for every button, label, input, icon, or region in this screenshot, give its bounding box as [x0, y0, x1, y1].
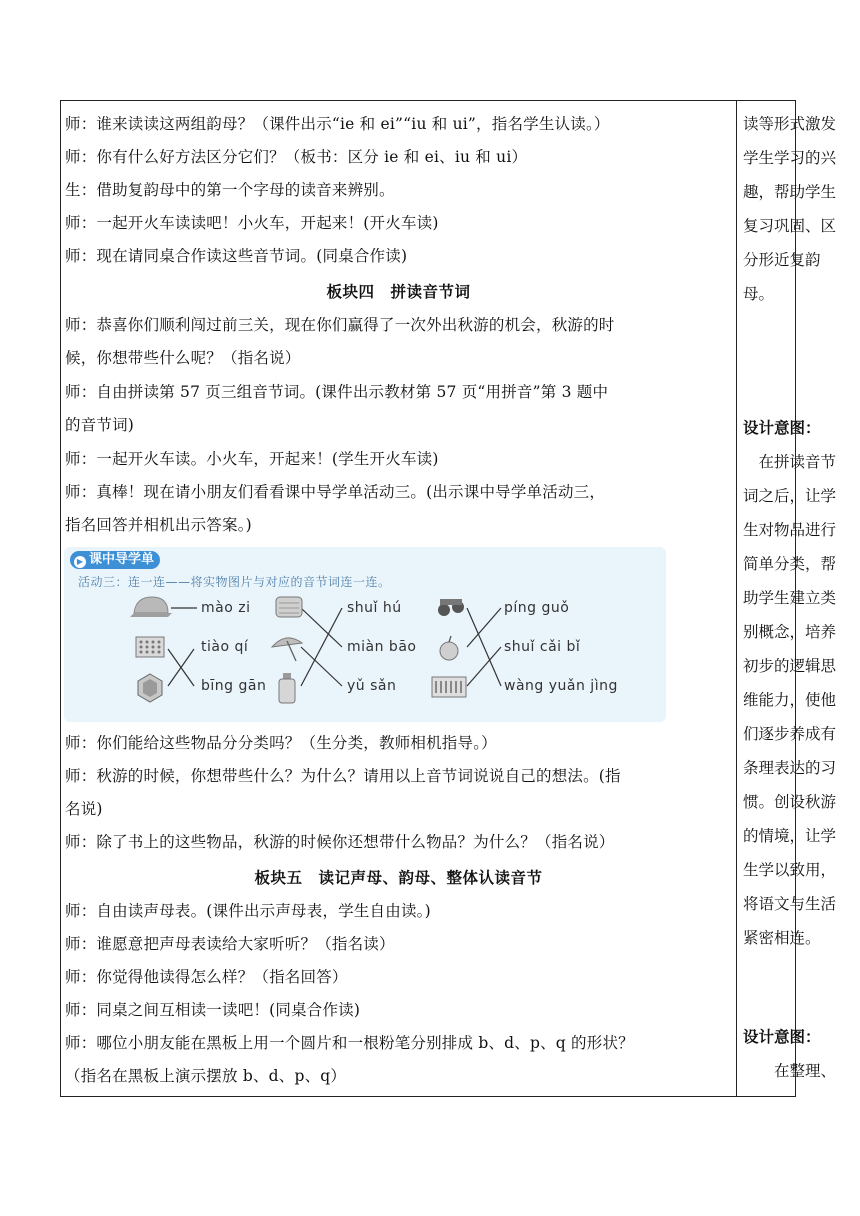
design-intent-heading: 设计意图： — [743, 1027, 821, 1046]
crayons-box-icon — [432, 677, 466, 697]
note-line: 在拼读音节 — [743, 453, 837, 471]
text-line: 师：一起开火车读。小火车，开起来！(学生开火车读) — [65, 450, 439, 468]
note-line: 维能力，使他 — [743, 691, 837, 709]
text-line: （指名在黑板上演示摆放 b、d、p、q） — [65, 1067, 347, 1085]
text-line: 师：一起开火车读读吧！小火车，开起来！(开火车读) — [65, 214, 439, 232]
pinyin-label: shuǐ hú — [347, 600, 402, 616]
note-line: 词之后，让学 — [743, 487, 837, 505]
text-line: 师：现在请同桌合作读这些音节词。(同桌合作读) — [65, 247, 408, 265]
text-line: 师：你们能给这些物品分分类吗？（生分类，教师相机指导。） — [65, 734, 497, 752]
design-notes-column — [737, 101, 837, 1096]
note-line: 助学生建立类 — [743, 589, 837, 607]
note-line: 母。 — [743, 285, 775, 303]
worksheet-illustrations — [64, 547, 666, 722]
umbrella-icon — [272, 638, 302, 661]
text-line: 师：自由读声母表。(课件出示声母表，学生自由读。) — [65, 902, 431, 920]
section-heading-5: 板块五 读记声母、韵母、整体认读音节 — [254, 868, 543, 887]
design-intent-heading: 设计意图： — [743, 418, 821, 437]
pinyin-label: miàn bāo — [347, 639, 417, 655]
text-line: 的音节词) — [65, 416, 135, 434]
text-line: 指名回答并相机出示答案。) — [65, 516, 252, 534]
pinyin-label: tiào qí — [201, 639, 249, 655]
note-line: 复习巩固、区 — [743, 217, 837, 235]
text-line: 师：秋游的时候，你想带些什么？为什么？请用以上音节词说说自己的想法。(指 — [65, 767, 621, 785]
note-line: 条理表达的习 — [743, 759, 837, 777]
text-line: 师：恭喜你们顺利闯过前三关，现在你们赢得了一次外出秋游的机会，秋游的时 — [65, 316, 615, 334]
note-line: 简单分类，帮 — [743, 555, 837, 573]
note-line: 们逐步养成有 — [743, 725, 837, 743]
note-line: 趣，帮助学生 — [743, 183, 837, 201]
text-line: 师：你有什么好方法区分它们？（板书：区分 ie 和 ei、iu 和 ui） — [65, 148, 528, 166]
text-line: 师：同桌之间互相读一读吧！(同桌合作读) — [65, 1001, 361, 1019]
note-line: 惯。创设秋游 — [743, 793, 837, 811]
pinyin-label: mào zi — [201, 600, 251, 616]
pinyin-label: píng guǒ — [504, 600, 570, 616]
worksheet-badge: ▶ 课中导学单 — [70, 551, 160, 569]
note-line: 生学以致用， — [743, 861, 837, 879]
checkers-board-icon — [136, 637, 164, 657]
apple-icon — [440, 636, 458, 660]
pinyin-label: shuǐ cǎi bǐ — [504, 639, 581, 655]
text-line: 名说) — [65, 800, 103, 818]
note-line: 初步的逻辑思 — [743, 657, 837, 675]
worksheet-task: 活动三：连一连——将实物图片与对应的音节词连一连。 — [78, 575, 391, 589]
text-line: 生：借助复韵母中的第一个字母的读音来辨别。 — [65, 181, 395, 199]
note-line: 紧密相连。 — [743, 929, 821, 947]
note-line: 生对物品进行 — [743, 521, 837, 539]
lesson-table — [60, 100, 837, 1097]
note-line: 将语文与生活 — [743, 895, 837, 913]
note-line: 读等形式激发 — [743, 115, 837, 133]
text-line: 师：谁愿意把声母表读给大家听听？（指名读） — [65, 935, 395, 953]
note-line: 的情境，让学 — [743, 827, 837, 845]
cookie-icon — [138, 674, 162, 702]
pinyin-label: wàng yuǎn jìng — [504, 678, 618, 694]
text-line: 师：自由拼读第 57 页三组音节词。(课件出示教材第 57 页“用拼音”第 3 题中 — [65, 383, 609, 401]
text-line: 师：除了书上的这些物品，秋游的时候你还想带什么物品？为什么？（指名说） — [65, 833, 615, 851]
note-line: 在整理、 — [743, 1062, 837, 1080]
text-line: 师：谁来读读这两组韵母？（课件出示“ie 和 ei”“iu 和 ui”，指名学生认读。） — [65, 115, 610, 133]
play-icon: ▶ — [74, 556, 86, 568]
water-bottle-icon — [279, 673, 295, 703]
text-line: 师：哪位小朋友能在黑板上用一个圆片和一根粉笔分别排成 b、d、p、q 的形状？ — [65, 1034, 634, 1052]
cap-icon — [130, 597, 172, 617]
worksheet-activity-three — [64, 547, 666, 722]
note-line: 分形近复韵 — [743, 251, 821, 269]
binoculars-icon — [438, 599, 464, 616]
note-line: 别概念，培养 — [743, 623, 837, 641]
thermos-bowl-icon — [276, 597, 302, 617]
text-line: 候，你想带些什么呢？（指名说） — [65, 349, 301, 367]
note-line: 学生学习的兴 — [743, 149, 837, 167]
text-line: 师：你觉得他读得怎么样？（指名回答） — [65, 968, 348, 986]
pinyin-label: yǔ sǎn — [347, 678, 397, 694]
section-heading-4: 板块四 拼读音节词 — [326, 282, 471, 301]
text-line: 师：真棒！现在请小朋友们看看课中导学单活动三。(出示课中导学单活动三， — [65, 483, 606, 501]
pinyin-label: bīng gān — [201, 678, 267, 694]
lesson-content — [61, 101, 736, 1096]
